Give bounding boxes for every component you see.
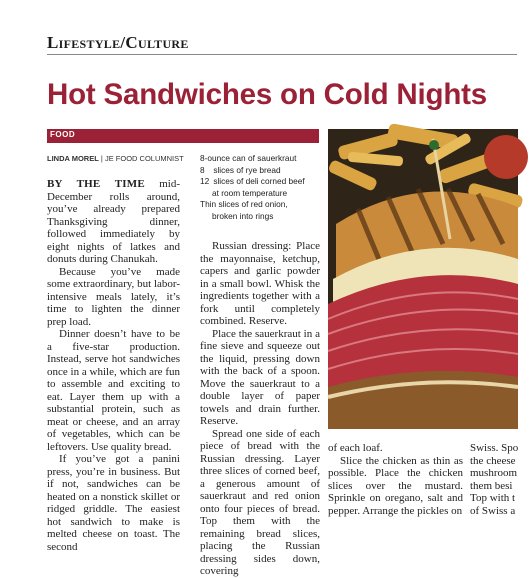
ingredient-item — [200, 153, 324, 165]
paragraph: If you’ve got a panini press, you’re in business. But if not, sandwiches can be heated on a nonstick skillet or ridged griddle. The easiest hot sandwich to make is melted cheese on toast. The second — [47, 453, 180, 553]
ingredient-continuation: at room temperature — [212, 187, 288, 198]
paragraph: Russian dressing: Place the mayonnaise, ketchup, capers and garlic powder in a small bowl. Whisk the ingredients together with a fork until completely combined. Reserve. — [200, 240, 320, 327]
column-line: mushroom — [470, 467, 518, 479]
article-column-1 — [47, 178, 180, 553]
author-name: LINDA MOREL — [47, 154, 99, 163]
column-line: them besi — [470, 479, 513, 492]
reuben-sandwich-image — [328, 129, 518, 429]
article-column-4 — [470, 442, 530, 517]
byline — [47, 154, 184, 163]
paragraph: Because you’ve made some extraordinary, but labor-intensive meals lately, it’s time to lighten the dinner prep load. — [47, 265, 180, 328]
paragraph: Dinner doesn’t have to be a five-star production. Instead, serve hot sandwiches once in a while, which are fun to assemble and exciting to eat. Layer them up with a substantial protein, such as meat or cheese, and an array of vegetables, which can be leftovers. Use quality bread. — [47, 328, 180, 453]
category-label: FOOD — [50, 130, 76, 139]
article-headline: Hot Sandwiches on Cold Nights — [47, 78, 487, 111]
ingredient-text: slices of rye bread — [213, 164, 281, 175]
paragraph: Spread one side of each piece of bread with the Russian dressing. Layer three slices of corned beef, a generous amount of sauerkraut and red onion onto four pieces of bread. Top them with the remaining bread slices, placing the Russian dressing sides down, covering — [200, 427, 320, 577]
section-divider — [47, 54, 517, 55]
lead-in: BY THE TIME — [47, 178, 145, 190]
ingredient-text: 8-ounce can of sauerkraut — [200, 153, 297, 163]
category-bar — [47, 129, 319, 143]
column-line: Swiss. Spo — [470, 442, 519, 454]
ingredient-item — [200, 165, 324, 177]
paragraph: Place the sauerkraut in a fine sieve and squeeze out the liquid, pressing down with the back of a spoon. Move the sauerkraut to a double layer of paper towels and drain further. Reserve. — [200, 327, 320, 427]
column-line: of Swiss a — [470, 504, 516, 517]
section-label: Lifestyle/Culture — [47, 33, 189, 52]
author-title: JE FOOD COLUMNIST — [104, 154, 184, 163]
paragraph: Slice the chicken as thin as possible. Place the chicken slices over the mustard. Sprinkle on oregano, salt and pepper. Arrange the pickles on — [328, 454, 463, 517]
ingredient-text: Thin slices of red onion, — [200, 199, 288, 210]
ingredient-item — [200, 176, 324, 188]
column-line: Top with t — [470, 492, 516, 504]
ingredient-quantity: 12 — [200, 176, 210, 187]
article-column-3 — [328, 442, 463, 517]
ingredient-list — [200, 153, 324, 223]
ingredient-text: slices of deli corned beef — [213, 176, 305, 187]
byline-separator: | — [98, 154, 105, 163]
paragraph: of each loaf. — [328, 442, 383, 454]
sandwich-photo — [328, 129, 518, 429]
column-line: the cheese — [470, 454, 516, 467]
ingredient-item — [200, 199, 324, 211]
paragraph: BY THE TIME mid-December rolls around, you’ve already prepared Thanksgiving dinner, followed immediately by eight nights of latkes and donuts during Chanukah. — [47, 178, 180, 265]
ingredient-continuation: broken into rings — [212, 210, 274, 221]
article-column-2 — [200, 240, 320, 578]
ingredient-quantity: 8 — [200, 164, 205, 175]
